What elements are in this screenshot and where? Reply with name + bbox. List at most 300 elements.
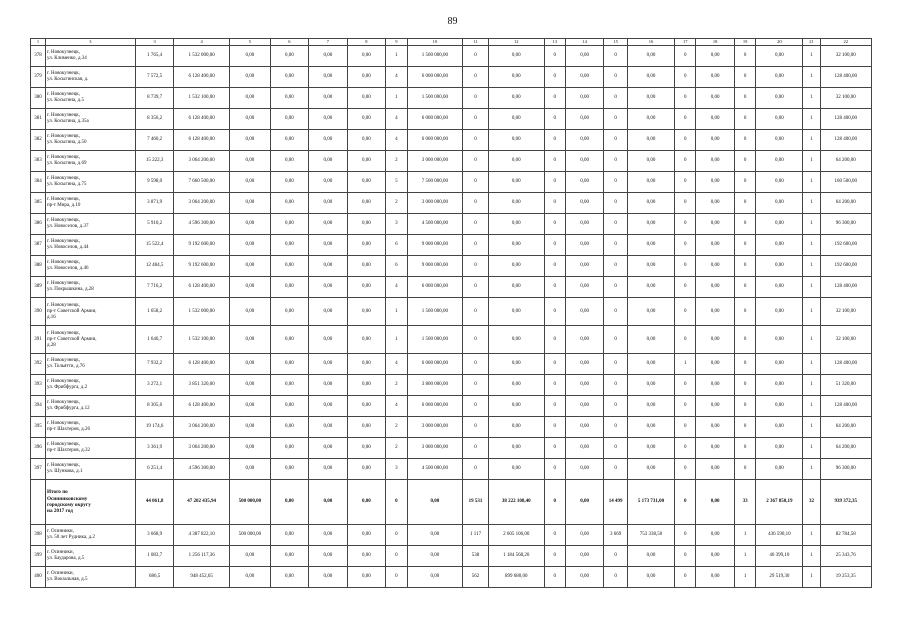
table-cell: 0,00 [565, 546, 604, 567]
table-cell: 6 128 400,00 [174, 67, 230, 88]
table-cell: 0 [544, 354, 565, 375]
table-cell: 0,00 [756, 417, 803, 438]
table-cell: 0 [734, 109, 755, 130]
table-cell: 0,00 [309, 567, 348, 588]
table-cell: 0,00 [627, 214, 674, 235]
table-cell: 0,00 [627, 130, 674, 151]
table-cell: 0 [463, 109, 489, 130]
table-cell: 0,00 [270, 354, 309, 375]
table-cell: 385 [31, 193, 46, 214]
table-cell: 2 [386, 375, 407, 396]
table-cell: 0,00 [309, 546, 348, 567]
table-cell: 4 [386, 109, 407, 130]
column-number-cell: 17 [675, 39, 696, 46]
table-cell: 3 000 000,00 [407, 151, 463, 172]
table-cell: 0 [734, 375, 755, 396]
table-cell: 46 399,10 [756, 546, 803, 567]
table-cell: 0,00 [229, 88, 270, 109]
table-cell: 0 [604, 256, 628, 277]
table-cell: 6 251,4 [135, 459, 174, 480]
table-cell: 0,00 [756, 193, 803, 214]
table-cell: 1 658,2 [135, 298, 174, 326]
address-cell: г. Новокузнецк, ул. Шункова, д.1 [45, 459, 135, 480]
table-cell: 0,00 [565, 567, 604, 588]
column-number-cell: 10 [407, 39, 463, 46]
address-cell: г. Новокузнецк, пр-т Шахтеров, д.32 [45, 438, 135, 459]
table-cell: 0,00 [229, 546, 270, 567]
table-cell: 0,00 [270, 375, 309, 396]
table-cell: 0,00 [270, 459, 309, 480]
table-cell: 0,00 [347, 46, 386, 67]
table-cell: 436 590,10 [756, 525, 803, 546]
table-cell: 0 [544, 326, 565, 354]
table-cell: 1 [803, 151, 820, 172]
table-cell: 4 [386, 130, 407, 151]
table-cell: 0,00 [347, 375, 386, 396]
address-cell: г. Новокузнецк, ул. Фрибфурга, д.12 [45, 396, 135, 417]
table-cell: 32 [803, 480, 820, 525]
table-cell: 32 100,00 [820, 46, 872, 67]
table-cell: 0 [544, 67, 565, 88]
table-cell: 64 200,00 [820, 193, 872, 214]
table-cell: 33 [734, 480, 755, 525]
table-cell: 0 [544, 130, 565, 151]
table-cell: 0 [544, 172, 565, 193]
table-cell: 1 [803, 235, 820, 256]
table-cell: 38 222 108,40 [488, 480, 544, 525]
table-cell: 6 [386, 256, 407, 277]
table-cell: 9 000 000,00 [407, 235, 463, 256]
table-cell: 0,00 [627, 193, 674, 214]
table-cell: 0 [604, 375, 628, 396]
table-cell: 948 452,65 [174, 567, 230, 588]
column-number-cell: 11 [463, 39, 489, 46]
table-cell: 1 [803, 46, 820, 67]
table-cell: 0,00 [488, 375, 544, 396]
address-cell: г. Новокузнецк, ул. Новоселов, д.37 [45, 214, 135, 235]
table-cell: 0,00 [488, 256, 544, 277]
table-cell: 0 [675, 46, 696, 67]
table-cell: 0,00 [627, 67, 674, 88]
table-cell: 0,00 [696, 151, 735, 172]
table-cell: 0,00 [756, 130, 803, 151]
column-number-cell: 13 [544, 39, 565, 46]
table-cell: 0,00 [488, 326, 544, 354]
table-cell: 0,00 [229, 193, 270, 214]
table-cell: 0,00 [696, 67, 735, 88]
data-table [30, 38, 872, 588]
table-cell: 0,00 [696, 277, 735, 298]
table-row [31, 193, 872, 214]
table-cell: 0 [463, 46, 489, 67]
table-cell: 0,00 [488, 459, 544, 480]
table-cell: 0,00 [407, 525, 463, 546]
table-cell: 939 372,35 [820, 480, 872, 525]
table-cell: 0,00 [347, 298, 386, 326]
table-cell: 0,00 [488, 214, 544, 235]
table-cell: 0 [734, 67, 755, 88]
table-cell: 0,00 [627, 438, 674, 459]
table-cell: 6 000 000,00 [407, 354, 463, 375]
table-cell: 0,00 [347, 256, 386, 277]
table-cell: 0,00 [229, 109, 270, 130]
table-cell: 0 [544, 214, 565, 235]
table-cell: 0,00 [229, 130, 270, 151]
address-cell: г. Новокузнецк, ул. Новоселов, д.46 [45, 256, 135, 277]
table-cell: 1 [803, 277, 820, 298]
table-cell: 0 [604, 326, 628, 354]
table-cell: 0,00 [309, 130, 348, 151]
table-cell: 7 716,2 [135, 277, 174, 298]
column-number-cell: 14 [565, 39, 604, 46]
table-cell: 1 [803, 438, 820, 459]
table-cell: 1 083,7 [135, 546, 174, 567]
table-cell: 0,00 [270, 67, 309, 88]
table-cell: 562 [463, 567, 489, 588]
table-cell: 1 [803, 67, 820, 88]
table-row [31, 546, 872, 567]
table-cell: 0,00 [488, 151, 544, 172]
table-cell: 0,00 [270, 172, 309, 193]
table-cell: 0,00 [270, 88, 309, 109]
table-cell: 0,00 [565, 417, 604, 438]
table-cell: 1 117 [463, 525, 489, 546]
table-cell: 3 669 [604, 525, 628, 546]
table-cell: 0,00 [347, 277, 386, 298]
table-cell: 96 300,00 [820, 214, 872, 235]
table-cell: 1 [803, 172, 820, 193]
table-cell: 1 [803, 256, 820, 277]
table-cell: 1 [386, 326, 407, 354]
table-cell: 0,00 [229, 172, 270, 193]
table-cell: 0 [675, 396, 696, 417]
table-cell: 0,00 [627, 375, 674, 396]
table-cell: 0 [544, 546, 565, 567]
table-cell: 1 500 000,00 [407, 88, 463, 109]
address-cell: г. Осинники, ул. 50 лет Рудника, д.2 [45, 525, 135, 546]
table-cell: 3 668,9 [135, 525, 174, 546]
table-cell: 0,00 [347, 235, 386, 256]
table-cell: 0,00 [565, 298, 604, 326]
column-number-cell: 19 [734, 39, 755, 46]
table-cell: 0,00 [270, 546, 309, 567]
table-cell: 0,00 [627, 235, 674, 256]
table-cell: 0 [675, 326, 696, 354]
column-number-cell: 1 [31, 39, 46, 46]
table-cell: 6 128 400,00 [174, 354, 230, 375]
table-cell: 0 [544, 151, 565, 172]
table-cell: 0,00 [565, 326, 604, 354]
table-cell: 0,00 [756, 277, 803, 298]
table-cell: 6 000 000,00 [407, 130, 463, 151]
table-cell: 0 [544, 235, 565, 256]
table-cell: 8 305,6 [135, 396, 174, 417]
table-cell: 0 [463, 396, 489, 417]
table-cell: 128 400,00 [820, 130, 872, 151]
table-cell: 4 500 000,00 [407, 459, 463, 480]
table-cell: 0,00 [696, 567, 735, 588]
table-cell: 0 [544, 46, 565, 67]
table-cell: 0 [675, 277, 696, 298]
table-cell: 0,00 [488, 88, 544, 109]
table-cell: 0,00 [309, 67, 348, 88]
table-cell: 3 064 200,00 [174, 438, 230, 459]
table-cell: 0 [734, 46, 755, 67]
table-cell: 0,00 [756, 438, 803, 459]
table-cell: 4 387 822,10 [174, 525, 230, 546]
table-cell: 0 [734, 172, 755, 193]
table-cell: 0,00 [407, 546, 463, 567]
table-cell: 0,00 [347, 396, 386, 417]
table-row [31, 67, 872, 88]
table-cell: 192 600,00 [820, 256, 872, 277]
table-cell: 0,00 [347, 525, 386, 546]
table-cell: 0,00 [488, 172, 544, 193]
table-cell: 4 [386, 396, 407, 417]
table-cell: 0,00 [565, 130, 604, 151]
table-cell: 1 [386, 46, 407, 67]
table-cell: 0,00 [696, 525, 735, 546]
table-row [31, 88, 872, 109]
table-row [31, 130, 872, 151]
table-cell: 0 [734, 193, 755, 214]
table-cell: 64 200,00 [820, 438, 872, 459]
table-cell: 0,00 [627, 277, 674, 298]
column-number-cell: 16 [627, 39, 674, 46]
table-cell: 2 367 850,19 [756, 480, 803, 525]
table-cell: 0,00 [229, 396, 270, 417]
table-cell: 44 061,8 [135, 480, 174, 525]
table-cell: 0 [734, 298, 755, 326]
table-cell: 1 765,4 [135, 46, 174, 67]
table-cell: 396 [31, 438, 46, 459]
table-cell: 0,00 [696, 214, 735, 235]
table-cell: 0,00 [565, 277, 604, 298]
table-cell: 0 [734, 277, 755, 298]
address-cell: г. Новокузнецк, ул. Косыгина, д.5 [45, 88, 135, 109]
table-cell: 0,00 [309, 88, 348, 109]
table-cell: 0 [544, 109, 565, 130]
table-cell: 0,00 [627, 546, 674, 567]
table-cell: 0 [386, 567, 407, 588]
table-cell: 0,00 [627, 46, 674, 67]
address-cell: г. Новокузнецк, пр-т Шахтеров, д.26 [45, 417, 135, 438]
table-cell: 0,00 [229, 354, 270, 375]
table-cell: 0,00 [488, 298, 544, 326]
table-cell: 0 [734, 130, 755, 151]
table-row [31, 567, 872, 588]
table-cell: 0,00 [696, 88, 735, 109]
table-cell: 2 [386, 193, 407, 214]
table-cell: 0,00 [347, 214, 386, 235]
table-cell: 0,00 [270, 480, 309, 525]
table-cell: 1 [803, 546, 820, 567]
table-cell: 0,00 [756, 326, 803, 354]
table-cell: 0 [544, 298, 565, 326]
table-cell: 0,00 [756, 354, 803, 375]
table-cell: 0,00 [309, 151, 348, 172]
table-cell: 0 [734, 396, 755, 417]
table-cell: 0 [675, 130, 696, 151]
address-cell: г. Новокузнецк, ул. Тольятти, д.76 [45, 354, 135, 375]
table-cell: 0 [544, 396, 565, 417]
table-cell: 389 [31, 277, 46, 298]
table-cell: 7 572,5 [135, 67, 174, 88]
table-row [31, 459, 872, 480]
table-cell: 0,00 [756, 67, 803, 88]
table-cell: 6 128 400,00 [174, 109, 230, 130]
table-cell: 9 000 000,00 [407, 256, 463, 277]
table-cell: 0 [386, 525, 407, 546]
table-cell: 400 [31, 567, 46, 588]
table-cell: 1 256 117,36 [174, 546, 230, 567]
table-cell: 0,00 [309, 46, 348, 67]
table-cell: 1 [803, 214, 820, 235]
table-cell: 1 [803, 417, 820, 438]
table-row [31, 298, 872, 326]
table-cell: 0 [604, 235, 628, 256]
table-cell: 1 [803, 567, 820, 588]
table-cell: 0,00 [347, 326, 386, 354]
table-cell: 0,00 [229, 46, 270, 67]
table-cell: 387 [31, 235, 46, 256]
table-cell: 0 [734, 354, 755, 375]
table-cell: 398 [31, 525, 46, 546]
table-cell: 1 532 100,00 [174, 88, 230, 109]
table-cell: 0,00 [347, 546, 386, 567]
table-cell: 8 739,7 [135, 88, 174, 109]
table-cell: 0 [544, 417, 565, 438]
table-cell: 0,00 [229, 151, 270, 172]
table-cell: 0 [604, 417, 628, 438]
table-cell: 0,00 [627, 567, 674, 588]
table-cell: 0,00 [627, 151, 674, 172]
table-cell: 9 598,0 [135, 172, 174, 193]
table-cell: 393 [31, 375, 46, 396]
table-cell: 0,00 [696, 438, 735, 459]
table-cell: 1 500 000,00 [407, 326, 463, 354]
table-cell: 0 [386, 480, 407, 525]
table-cell: 2 605 106,00 [488, 525, 544, 546]
table-cell: 51 320,00 [820, 375, 872, 396]
table-cell: 0 [675, 298, 696, 326]
table-cell: 753 338,50 [627, 525, 674, 546]
table-cell: 0 [734, 438, 755, 459]
address-cell: г. Новокузнецк, ул. Косыгина, д.69 [45, 151, 135, 172]
table-cell: 0,00 [488, 109, 544, 130]
table-cell: 397 [31, 459, 46, 480]
table-cell: 1 532 000,00 [174, 298, 230, 326]
table-cell: 160 500,00 [820, 172, 872, 193]
table-cell: 32 100,00 [820, 88, 872, 109]
table-cell: 538 [463, 546, 489, 567]
table-cell: 3 851 320,00 [174, 375, 230, 396]
table-cell: 0,00 [270, 438, 309, 459]
table-cell: 32 100,00 [820, 298, 872, 326]
table-cell: 5 910,2 [135, 214, 174, 235]
table-cell: 3 064 200,00 [174, 151, 230, 172]
table-cell: 0 [463, 277, 489, 298]
table-row [31, 438, 872, 459]
table-cell: 0 [734, 235, 755, 256]
table-cell: 0 [734, 88, 755, 109]
address-cell: г. Новокузнецк, пр-т Советской Армии, д.28 [45, 326, 135, 354]
table-cell: 380 [31, 88, 46, 109]
table-cell: 1 [803, 193, 820, 214]
table-cell: 5 [386, 172, 407, 193]
table-cell: 0,00 [627, 298, 674, 326]
table-cell: 7 932,2 [135, 354, 174, 375]
table-cell: 0,00 [309, 277, 348, 298]
table-cell: 0,00 [309, 417, 348, 438]
table-row [31, 172, 872, 193]
table-cell: 19 531 [463, 480, 489, 525]
table-cell: 0,00 [270, 396, 309, 417]
table-cell: 9 192 600,00 [174, 256, 230, 277]
table-cell: 899 680,00 [488, 567, 544, 588]
column-number-cell: 6 [270, 39, 309, 46]
table-cell: 0,00 [565, 193, 604, 214]
table-cell: 7 660 500,00 [174, 172, 230, 193]
table-cell: 4 [386, 67, 407, 88]
table-cell: 0,00 [488, 67, 544, 88]
table-cell: 0,00 [229, 326, 270, 354]
table-cell: 0,00 [407, 567, 463, 588]
table-cell: 0,00 [627, 109, 674, 130]
table-cell: 2 [386, 417, 407, 438]
table-cell: 1 532 100,00 [174, 326, 230, 354]
table-cell: 0,00 [347, 480, 386, 525]
table-cell: 1 532 000,00 [174, 46, 230, 67]
table-cell: 0,00 [309, 459, 348, 480]
table-cell: 1 [803, 88, 820, 109]
table-row [31, 396, 872, 417]
table-cell: 0,00 [270, 256, 309, 277]
table-cell: 1 [803, 109, 820, 130]
table-cell: 192 600,00 [820, 235, 872, 256]
table-cell: 0 [463, 326, 489, 354]
table-cell: 47 202 435,94 [174, 480, 230, 525]
table-cell: 6 128 400,00 [174, 396, 230, 417]
table-cell: 0,00 [270, 298, 309, 326]
table-cell: 0,00 [488, 354, 544, 375]
table-cell: 0,00 [756, 88, 803, 109]
table-cell: 3 000 000,00 [407, 417, 463, 438]
table-cell: 128 400,00 [820, 354, 872, 375]
table-cell: 3 [386, 214, 407, 235]
table-cell: 0,00 [756, 459, 803, 480]
table-cell: 1 [386, 88, 407, 109]
table-cell: 0,00 [347, 151, 386, 172]
table-cell: 128 400,00 [820, 67, 872, 88]
table-cell: 0,00 [756, 172, 803, 193]
table-cell: 0 [675, 525, 696, 546]
table-cell: 500 000,00 [229, 525, 270, 546]
table-cell: 0 [604, 396, 628, 417]
table-cell: 19 253,35 [820, 567, 872, 588]
table-cell: 0,00 [229, 438, 270, 459]
address-cell: Итого по Осинниковскому городскому округу на 2017 год [45, 480, 135, 525]
table-cell: 0,00 [309, 214, 348, 235]
table-cell: 0,00 [270, 235, 309, 256]
table-cell: 1 [803, 354, 820, 375]
table-cell: 4 [386, 277, 407, 298]
table-cell: 6 128 400,00 [174, 277, 230, 298]
table-cell: 0 [463, 214, 489, 235]
table-cell: 0,00 [627, 326, 674, 354]
table-cell: 0,00 [488, 46, 544, 67]
table-cell: 0,00 [756, 46, 803, 67]
